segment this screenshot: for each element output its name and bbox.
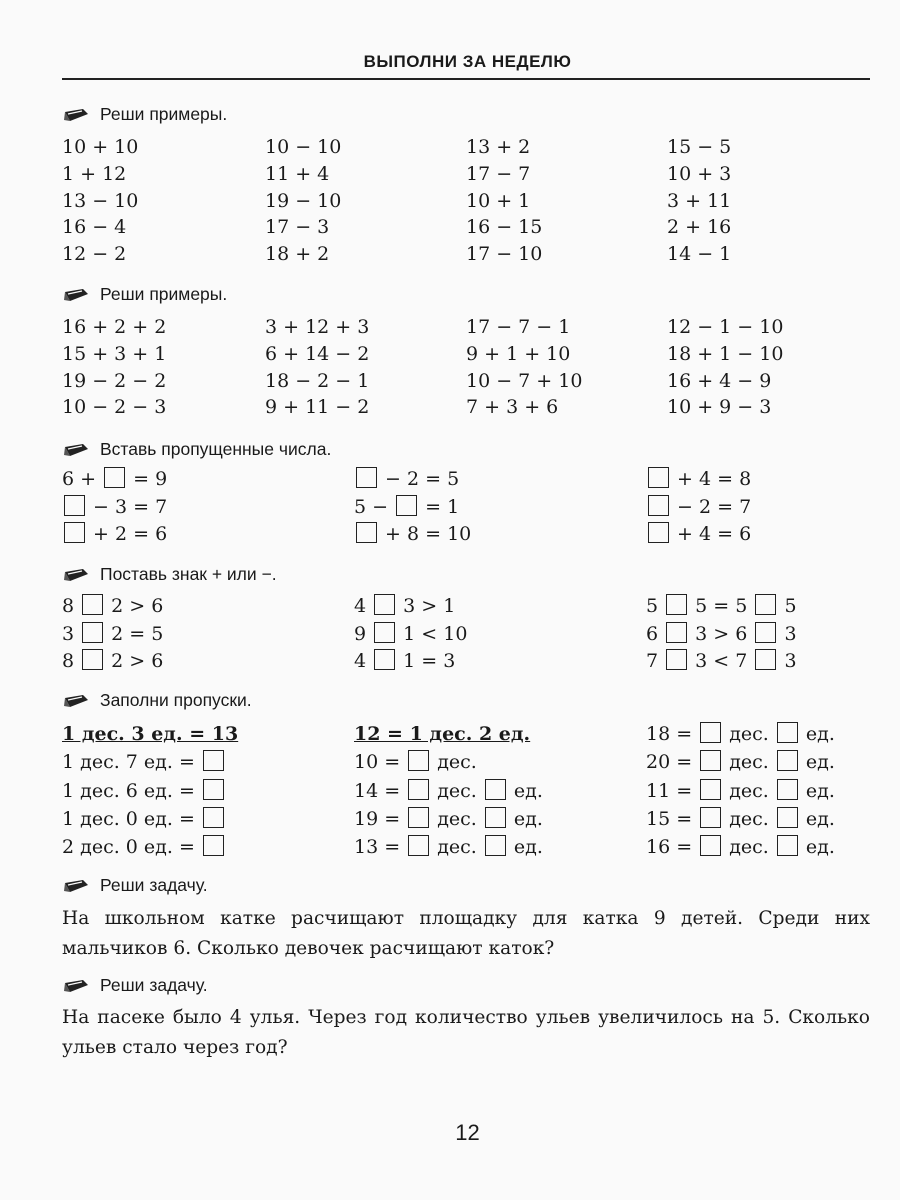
exercise-item: 18 + 2 — [265, 243, 330, 266]
section-heading-text: Реши задачу. — [100, 875, 208, 895]
exercise-item: 14 = дес. ед. — [354, 779, 543, 802]
answer-box[interactable] — [104, 467, 125, 488]
exercise-item: 13 = дес. ед. — [354, 836, 543, 859]
exercise-item: 10 + 10 — [62, 136, 139, 158]
exercise-item: 17 − 7 − 1 — [466, 316, 571, 338]
answer-box[interactable] — [408, 750, 429, 771]
exercise-row — [0, 806, 900, 833]
answer-box[interactable] — [700, 722, 721, 743]
exercise-item: 7 3 < 7 3 — [646, 650, 797, 672]
exercise-item: 19 − 2 − 2 — [62, 369, 167, 392]
answer-box[interactable] — [203, 750, 224, 771]
exercise-row — [0, 466, 900, 493]
exercise-item: 9 + 11 − 2 — [265, 396, 370, 419]
page-number: 12 — [455, 1120, 480, 1145]
exercise-item: 16 − 15 — [466, 216, 543, 239]
section-heading-text: Реши примеры. — [100, 104, 228, 124]
exercise-item: 17 − 3 — [265, 216, 330, 239]
pencil-icon — [62, 567, 90, 583]
answer-box[interactable] — [64, 522, 85, 543]
exercise-item: 2 + 16 — [667, 216, 732, 239]
exercise-item: 8 2 > 6 — [62, 595, 164, 617]
exercise-item: 12 − 2 — [62, 243, 127, 266]
exercise-row — [0, 521, 900, 548]
exercise-row — [0, 749, 900, 776]
exercise-row — [0, 134, 900, 161]
answer-box[interactable] — [777, 779, 798, 800]
title-divider — [62, 78, 870, 80]
exercise-item: 20 = дес. ед. — [646, 751, 835, 774]
answer-box[interactable] — [700, 807, 721, 828]
exercise-item: + 4 = 8 — [646, 466, 751, 493]
exercise-item: 2 дес. 0 ед. = — [62, 834, 226, 861]
exercise-row — [0, 214, 900, 241]
answer-box[interactable] — [648, 522, 669, 543]
word-problem-text: На пасеке было 4 улья. Через год количество ульев увеличилось на 5. Сколько ульев стало через год? — [62, 1007, 870, 1058]
exercise-row — [0, 721, 900, 748]
section-heading — [62, 564, 277, 585]
exercise-item: 5 5 = 5 5 — [646, 595, 797, 617]
exercise-item: 10 + 1 — [466, 189, 531, 212]
exercise-item: 3 + 11 — [667, 189, 732, 212]
exercise-item: + 2 = 6 — [62, 521, 167, 548]
exercise-item: 1 дес. 3 ед. = 13 — [62, 723, 239, 745]
answer-box[interactable] — [374, 622, 395, 643]
answer-box[interactable] — [755, 622, 776, 643]
exercise-item: + 8 = 10 — [354, 521, 471, 548]
exercise-row — [0, 368, 900, 395]
exercise-item: 10 − 2 − 3 — [62, 396, 167, 419]
answer-box[interactable] — [356, 522, 377, 543]
exercise-row — [0, 314, 900, 341]
answer-box[interactable] — [356, 467, 377, 488]
pencil-icon — [62, 442, 90, 458]
answer-box[interactable] — [666, 622, 687, 643]
exercise-item: + 4 = 6 — [646, 521, 751, 548]
exercise-item: 18 + 1 − 10 — [667, 342, 784, 365]
section-heading — [62, 104, 227, 125]
exercise-item: 19 = дес. ед. — [354, 807, 543, 830]
answer-box[interactable] — [374, 649, 395, 670]
section-heading — [62, 690, 252, 711]
answer-box[interactable] — [777, 750, 798, 771]
exercise-item: 10 + 9 − 3 — [667, 396, 772, 419]
answer-box[interactable] — [203, 835, 224, 856]
answer-box[interactable] — [203, 807, 224, 828]
exercise-item: 3 2 = 5 — [62, 622, 164, 645]
answer-box[interactable] — [82, 594, 103, 615]
answer-box[interactable] — [777, 722, 798, 743]
exercise-item: 6 + = 9 — [62, 468, 168, 490]
pencil-icon — [62, 693, 90, 709]
exercise-item: 10 − 10 — [265, 136, 342, 158]
pencil-icon — [62, 287, 90, 303]
answer-box[interactable] — [755, 594, 776, 615]
exercise-item: 9 + 1 + 10 — [466, 342, 571, 365]
answer-box[interactable] — [408, 779, 429, 800]
exercise-item: − 2 = 5 — [354, 466, 459, 493]
section-heading-text: Реши задачу. — [100, 975, 208, 995]
section-heading-text: Реши примеры. — [100, 284, 228, 304]
answer-box[interactable] — [485, 835, 506, 856]
exercise-item: − 2 = 7 — [646, 494, 751, 521]
exercise-item: 3 + 12 + 3 — [265, 316, 370, 338]
exercise-row — [0, 341, 900, 368]
section-heading — [62, 875, 208, 896]
exercise-row — [0, 188, 900, 215]
exercise-item: 4 1 = 3 — [354, 650, 456, 672]
section-heading — [62, 975, 208, 996]
answer-box[interactable] — [755, 649, 776, 670]
exercise-item: 16 − 4 — [62, 216, 127, 239]
exercise-row — [0, 593, 900, 620]
exercise-item: 9 1 < 10 — [354, 622, 468, 645]
exercise-item: 11 = дес. ед. — [646, 779, 835, 802]
exercise-item: 11 + 4 — [265, 162, 330, 185]
exercise-row — [0, 494, 900, 521]
answer-box[interactable] — [485, 779, 506, 800]
exercise-item: 5 − = 1 — [354, 495, 460, 518]
section-heading — [62, 439, 331, 460]
pencil-icon — [62, 878, 90, 894]
answer-box[interactable] — [396, 495, 417, 516]
exercise-item: 19 − 10 — [265, 189, 342, 212]
section-heading-text: Заполни пропуски. — [100, 690, 252, 710]
answer-box[interactable] — [777, 807, 798, 828]
section-heading — [62, 284, 227, 305]
exercise-item: 12 = 1 дес. 2 ед. — [354, 723, 531, 745]
exercise-item: 8 2 > 6 — [62, 650, 164, 672]
exercise-row — [0, 241, 900, 268]
page-title: ВЫПОЛНИ ЗА НЕДЕЛЮ — [363, 52, 572, 71]
answer-box[interactable] — [408, 807, 429, 828]
exercise-item: 10 − 7 + 10 — [466, 369, 583, 392]
answer-box[interactable] — [82, 622, 103, 643]
answer-box[interactable] — [700, 750, 721, 771]
exercise-item: 1 дес. 0 ед. = — [62, 806, 226, 833]
exercise-row — [0, 161, 900, 188]
exercise-item: − 3 = 7 — [62, 494, 167, 521]
exercise-item: 18 = дес. ед. — [646, 723, 835, 745]
exercise-item: 1 дес. 6 ед. = — [62, 778, 226, 805]
exercise-item: 10 + 3 — [667, 162, 732, 185]
exercise-item: 16 + 4 − 9 — [667, 369, 772, 392]
section-heading-text: Поставь знак + или −. — [100, 564, 277, 584]
exercise-item: 12 − 1 − 10 — [667, 316, 784, 338]
answer-box[interactable] — [82, 649, 103, 670]
exercise-item: 15 = дес. ед. — [646, 807, 835, 830]
exercise-item: 6 + 14 − 2 — [265, 342, 370, 365]
answer-box[interactable] — [777, 835, 798, 856]
exercise-item: 14 − 1 — [667, 243, 732, 266]
exercise-item: 18 − 2 − 1 — [265, 369, 370, 392]
answer-box[interactable] — [374, 594, 395, 615]
exercise-item: 16 + 2 + 2 — [62, 316, 167, 338]
answer-box[interactable] — [485, 807, 506, 828]
exercise-row — [0, 778, 900, 805]
exercise-row — [0, 621, 900, 648]
answer-box[interactable] — [666, 649, 687, 670]
answer-box[interactable] — [64, 495, 85, 516]
exercise-item: 13 − 10 — [62, 189, 139, 212]
answer-box[interactable] — [700, 779, 721, 800]
pencil-icon — [62, 107, 90, 123]
exercise-item: 4 3 > 1 — [354, 595, 456, 617]
answer-box[interactable] — [648, 467, 669, 488]
answer-box[interactable] — [648, 495, 669, 516]
exercise-item: 17 − 10 — [466, 243, 543, 266]
answer-box[interactable] — [666, 594, 687, 615]
exercise-item: 15 + 3 + 1 — [62, 342, 167, 365]
exercise-item: 6 3 > 6 3 — [646, 622, 797, 645]
word-problem-text: На школьном катке расчищают площадку для катка 9 детей. Среди них мальчиков 6. Сколько девочек расчищают каток? — [62, 908, 870, 959]
answer-box[interactable] — [700, 835, 721, 856]
exercise-item: 1 + 12 — [62, 162, 127, 185]
answer-box[interactable] — [408, 835, 429, 856]
pencil-icon — [62, 978, 90, 994]
exercise-item: 17 − 7 — [466, 162, 531, 185]
section-heading-text: Вставь пропущенные числа. — [100, 439, 332, 459]
exercise-row — [0, 648, 900, 675]
exercise-item: 16 = дес. ед. — [646, 836, 835, 859]
exercise-item: 10 = дес. — [354, 751, 477, 774]
exercise-item: 7 + 3 + 6 — [466, 396, 559, 419]
exercise-item: 15 − 5 — [667, 136, 732, 158]
exercise-row — [0, 834, 900, 861]
answer-box[interactable] — [203, 779, 224, 800]
exercise-row — [0, 394, 900, 421]
exercise-item: 13 + 2 — [466, 136, 531, 158]
exercise-item: 1 дес. 7 ед. = — [62, 749, 226, 776]
